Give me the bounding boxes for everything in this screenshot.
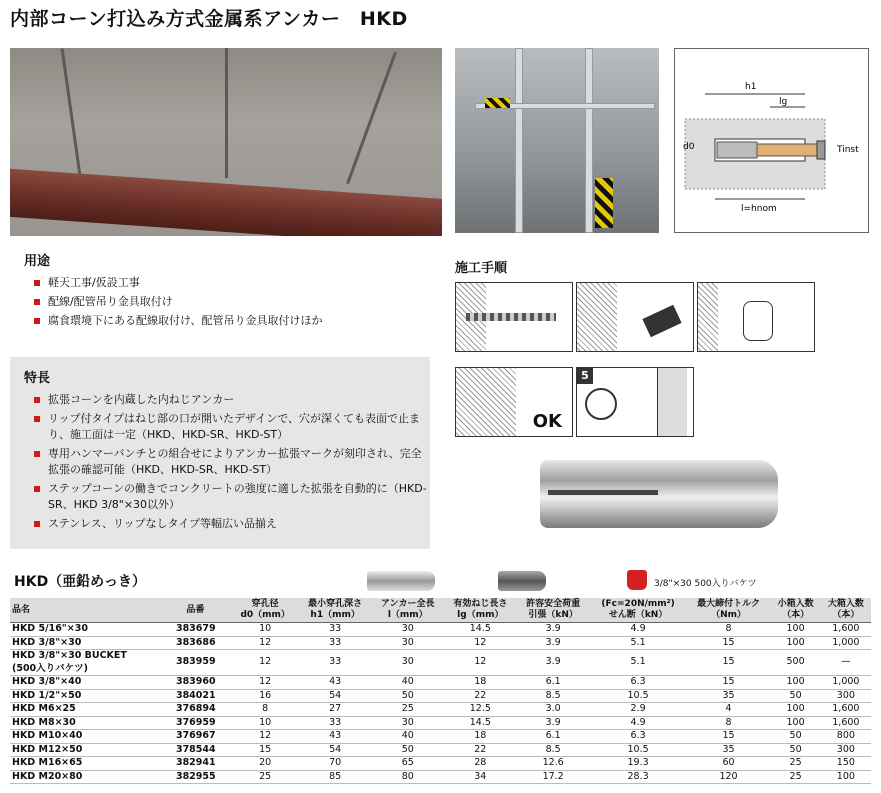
nut-icon [585, 388, 617, 420]
table-cell: 28 [444, 757, 517, 771]
table-cell: 8 [232, 703, 299, 717]
product-name-cell: HKD M12×50 [10, 743, 159, 757]
table-cell: 60 [687, 757, 771, 771]
table-cell: 6.1 [517, 676, 590, 690]
table-cell: 35 [687, 689, 771, 703]
table-cell: 25 [372, 703, 444, 717]
table-cell: 6.1 [517, 730, 590, 744]
product-heading: HKD（亜鉛めっき） [14, 574, 147, 590]
steps-heading: 施工手順 [455, 261, 508, 276]
table-cell: 12 [232, 636, 299, 650]
product-code-cell: 376967 [159, 730, 231, 744]
feature-item: 拡張コーンを内蔵した内ねじアンカー [10, 392, 430, 408]
table-cell: 17.2 [517, 770, 590, 784]
table-cell: 15 [687, 636, 771, 650]
hanger-rod [225, 48, 228, 178]
feature-item: 専用ハンマーバンチとの組合せによりアンカー拡張マークが刻印され、完全拡張の確認可能（HKD、HKD-SR、HKD-ST） [10, 446, 430, 478]
table-row [10, 716, 871, 730]
step-3-insert [697, 282, 815, 352]
table-cell: 43 [299, 730, 372, 744]
product-code-cell: 383679 [159, 623, 231, 637]
table-row [10, 623, 871, 637]
table-cell: 80 [372, 770, 444, 784]
product-name-cell: HKD 3/8"×40 [10, 676, 159, 690]
table-cell: 14.5 [444, 716, 517, 730]
table-cell: 28.3 [590, 770, 687, 784]
product-name-cell: HKD 5/16"×30 [10, 623, 159, 637]
table-body [10, 623, 871, 784]
table-header-cell: 許容安全荷重 引張（kN） [517, 598, 590, 623]
table-cell: 12 [444, 650, 517, 676]
table-cell: 6.3 [590, 676, 687, 690]
table-cell: 35 [687, 743, 771, 757]
table-cell: 30 [372, 650, 444, 676]
feature-item: ステンレス、リップなしタイプ等幅広い品揃え [10, 516, 430, 532]
uses-section [10, 250, 430, 350]
product-name-cell: HKD M8×30 [10, 716, 159, 730]
table-cell: 12 [232, 730, 299, 744]
table-cell: 30 [372, 716, 444, 730]
tinst-label: Tinst [837, 145, 859, 155]
table-row [10, 676, 871, 690]
product-code-cell: 376894 [159, 703, 231, 717]
uses-item: 配線/配管吊り金具取付け [10, 294, 430, 310]
ok-label: OK [532, 411, 562, 432]
product-table [10, 598, 871, 784]
uses-item: 腐食環境下にある配線取付け、配管吊り金具取付けほか [10, 313, 430, 329]
table-cell: 8 [687, 623, 771, 637]
table-cell: 15 [687, 650, 771, 676]
table-cell: 1,000 [821, 636, 871, 650]
table-cell: 12 [232, 676, 299, 690]
table-cell: 50 [770, 689, 820, 703]
hnom-label: l=hnom [741, 204, 777, 214]
table-header-row [10, 598, 871, 623]
hand-icon [743, 301, 773, 341]
table-cell: 100 [770, 716, 820, 730]
table-row [10, 730, 871, 744]
table-cell: 12.6 [517, 757, 590, 771]
product-name-cell: HKD M10×40 [10, 730, 159, 744]
step-4-set [455, 367, 573, 437]
anchor-slot [548, 490, 658, 495]
table-cell: 3.9 [517, 636, 590, 650]
setting-diagram [674, 48, 869, 233]
table-cell: 5.1 [590, 650, 687, 676]
table-cell: 40 [372, 730, 444, 744]
table-cell: 300 [821, 743, 871, 757]
table-row [10, 770, 871, 784]
table-cell: 33 [299, 636, 372, 650]
product-code-cell: 383686 [159, 636, 231, 650]
table-header-cell: 最大締付トルク （Nm） [687, 598, 771, 623]
table-cell: 5.1 [590, 636, 687, 650]
hanger-rod [346, 52, 397, 185]
table-cell: 3.9 [517, 716, 590, 730]
features-section [10, 357, 430, 549]
table-header-cell: (Fc=20N/mm²) せん断（kN） [590, 598, 687, 623]
product-name-cell: HKD 3/8"×30 BUCKET (500入りバケツ) [10, 650, 159, 676]
table-cell: 1,000 [821, 676, 871, 690]
product-code-cell: 383960 [159, 676, 231, 690]
table-cell: 4.9 [590, 716, 687, 730]
product-name-cell: HKD 1/2"×50 [10, 689, 159, 703]
table-cell: 8 [687, 716, 771, 730]
scaffold-pole [515, 48, 523, 233]
table-cell: 34 [444, 770, 517, 784]
product-code-cell: 378544 [159, 743, 231, 757]
table-cell: 25 [770, 770, 820, 784]
table-row [10, 703, 871, 717]
table-header-cell: 有効ねじ長さ lg（mm） [444, 598, 517, 623]
table-cell: 4 [687, 703, 771, 717]
table-cell: 85 [299, 770, 372, 784]
table-cell: 25 [232, 770, 299, 784]
feature-item: ステップコーンの働きでコンクリートの強度に適した拡張を自動的に（HKD-SR、HKD 3/8"×30以外） [10, 481, 430, 513]
table-cell: 30 [372, 636, 444, 650]
table-header-cell: 品名 [10, 598, 159, 623]
step-1-drill [455, 282, 573, 352]
table-cell: — [821, 650, 871, 676]
table-cell: 100 [821, 770, 871, 784]
table-cell: 12 [444, 636, 517, 650]
bucket-icon [627, 570, 647, 590]
feature-item: リップ付タイプはねじ部の口が開いたデザインで、穴が深くても表面で止まり、施工面は一定（HKD、HKD-SR、HKD-ST） [10, 411, 430, 443]
table-cell: 15 [232, 743, 299, 757]
table-cell: 100 [770, 623, 820, 637]
table-cell: 27 [299, 703, 372, 717]
table-row [10, 650, 871, 676]
table-cell: 19.3 [590, 757, 687, 771]
table-cell: 100 [770, 676, 820, 690]
product-code-cell: 382955 [159, 770, 231, 784]
table-cell: 15 [687, 730, 771, 744]
caution-stripe [595, 178, 613, 228]
table-header-cell: 最小穿孔深さ h1（mm） [299, 598, 372, 623]
table-cell: 8.5 [517, 743, 590, 757]
pipe-shape [10, 168, 442, 236]
features-heading: 特長 [24, 371, 51, 386]
product-code-cell: 383959 [159, 650, 231, 676]
blower-icon [642, 305, 681, 337]
table-cell: 800 [821, 730, 871, 744]
anchor-zinc-image [367, 571, 435, 591]
table-cell: 1,600 [821, 716, 871, 730]
table-cell: 70 [299, 757, 372, 771]
table-cell: 1,600 [821, 703, 871, 717]
table-cell: 40 [372, 676, 444, 690]
table-cell: 10.5 [590, 743, 687, 757]
table-header-cell: 大箱入数 （本） [821, 598, 871, 623]
step-5-tighten [576, 367, 694, 437]
product-name-cell: HKD M20×80 [10, 770, 159, 784]
product-name-cell: HKD M16×65 [10, 757, 159, 771]
table-header-cell: アンカー全長 l（mm） [372, 598, 444, 623]
table-header-cell: 穿孔径 d0（mm） [232, 598, 299, 623]
table-row [10, 757, 871, 771]
uses-heading: 用途 [24, 254, 51, 269]
table-header-cell: 品番 [159, 598, 231, 623]
table-cell: 4.9 [590, 623, 687, 637]
table-cell: 3.9 [517, 623, 590, 637]
table-cell: 18 [444, 730, 517, 744]
pipe-installation-photo [10, 48, 442, 236]
table-cell: 3.9 [517, 650, 590, 676]
table-cell: 12.5 [444, 703, 517, 717]
table-cell: 16 [232, 689, 299, 703]
step-2-clean [576, 282, 694, 352]
scaffold-photo [455, 48, 659, 233]
table-row [10, 689, 871, 703]
product-code-cell: 384021 [159, 689, 231, 703]
table-cell: 120 [687, 770, 771, 784]
table-cell: 25 [770, 757, 820, 771]
step-number: 5 [577, 368, 593, 384]
product-code-cell: 382941 [159, 757, 231, 771]
table-cell: 14.5 [444, 623, 517, 637]
table-cell: 15 [687, 676, 771, 690]
table-cell: 10 [232, 623, 299, 637]
table-cell: 65 [372, 757, 444, 771]
table-cell: 33 [299, 650, 372, 676]
table-cell: 30 [372, 623, 444, 637]
table-cell: 22 [444, 689, 517, 703]
table-cell: 2.9 [590, 703, 687, 717]
table-cell: 43 [299, 676, 372, 690]
table-cell: 8.5 [517, 689, 590, 703]
product-code-cell: 376959 [159, 716, 231, 730]
h1-label: h1 [745, 82, 757, 92]
table-cell: 22 [444, 743, 517, 757]
anchor-zinc-image [498, 571, 546, 591]
table-cell: 100 [770, 636, 820, 650]
scaffold-pole [585, 48, 593, 233]
table-cell: 50 [770, 743, 820, 757]
uses-item: 軽天工事/仮設工事 [10, 275, 430, 291]
hanger-rod [61, 48, 83, 182]
table-cell: 54 [299, 689, 372, 703]
table-cell: 1,600 [821, 623, 871, 637]
table-cell: 50 [372, 743, 444, 757]
table-row [10, 743, 871, 757]
table-cell: 50 [770, 730, 820, 744]
bucket-label: 3/8"×30 500入りバケツ [654, 579, 757, 589]
table-cell: 10 [232, 716, 299, 730]
table-cell: 20 [232, 757, 299, 771]
page-title: 内部コーン打込み方式金属系アンカー HKD [10, 8, 408, 30]
lg-label: lg [779, 97, 788, 107]
table-cell: 3.0 [517, 703, 590, 717]
table-cell: 33 [299, 716, 372, 730]
table-header-cell: 小箱入数 （本） [770, 598, 820, 623]
product-name-cell: HKD M6×25 [10, 703, 159, 717]
table-cell: 150 [821, 757, 871, 771]
table-cell: 300 [821, 689, 871, 703]
caution-stripe [485, 98, 510, 108]
table-cell: 33 [299, 623, 372, 637]
table-cell: 10.5 [590, 689, 687, 703]
table-cell: 18 [444, 676, 517, 690]
table-cell: 54 [299, 743, 372, 757]
table-cell: 50 [372, 689, 444, 703]
table-cell: 6.3 [590, 730, 687, 744]
table-cell: 12 [232, 650, 299, 676]
table-row [10, 636, 871, 650]
d0-label: d0 [683, 142, 695, 152]
drill-bit-icon [466, 313, 556, 321]
table-cell: 500 [770, 650, 820, 676]
product-name-cell: HKD 3/8"×30 [10, 636, 159, 650]
table-cell: 100 [770, 703, 820, 717]
